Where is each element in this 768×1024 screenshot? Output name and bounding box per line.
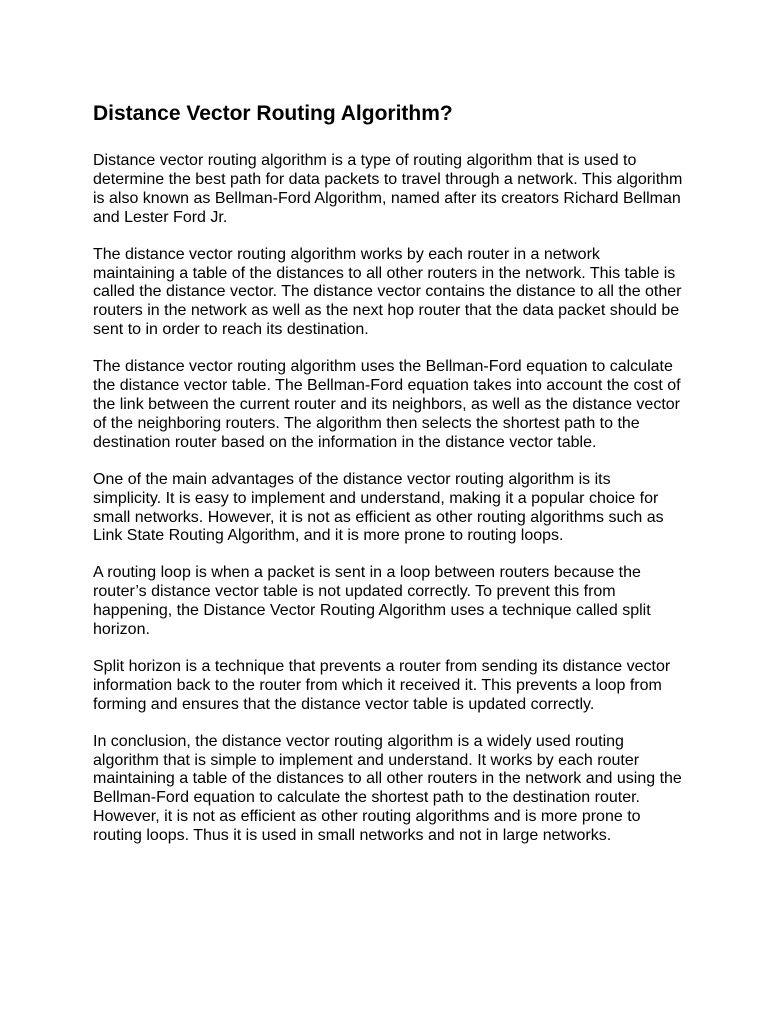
paragraph-distance-vector: The distance vector routing algorithm works by each router in a network maintaining a table of the distances to all other routers in the network. This table is called the distance vector. The distance vector contains the distance to all the other routers in the network as well as the next hop router that the data packet should be sent to in order to reach its destination. <box>93 245 682 339</box>
paragraph-bellman-ford: The distance vector routing algorithm uses the Bellman-Ford equation to calculate the distance vector table. The Bellman-Ford equation takes into account the cost of the link between the current router and its neighbors, as well as the distance vector of the neighboring routers. The algorithm then selects the shortest path to the destination router based on the information in the distance vector table. <box>93 358 681 451</box>
paragraph-split-horizon: Split horizon is a technique that prevents a router from sending its distance vector information back to the router from which it received it. This prevents a loop from forming and ensures that the distance vector table is updated correctly. <box>93 657 671 713</box>
document-title: Distance Vector Routing Algorithm? <box>93 102 453 125</box>
paragraph-advantages: One of the main advantages of the distance vector routing algorithm is its simplicity. It is easy to implement and understand, making it a popular choice for small networks. However, it is not as efficient as other routing algorithms such as Link State Routing Algorithm, and it is more prone to routing loops. <box>93 470 664 545</box>
document-body <box>93 100 683 864</box>
paragraph-intro: Distance vector routing algorithm is a type of routing algorithm that is used to determine the best path for data packets to travel through a network. This algorithm is also known as Bellman-Ford Algorithm, named after its creators Richard Bellman and Lester Ford Jr. <box>93 152 683 226</box>
paragraph-conclusion: In conclusion, the distance vector routing algorithm is a widely used routing algorithm that is simple to implement and understand. It works by each router maintaining a table of the distances to all other routers in the network and using the Bellman-Ford equation to calculate the shortest path to the destination router. However, it is not as efficient as other routing algorithms and is more prone to routing loops. Thus it is used in small networks and not in large networks. <box>93 732 682 845</box>
paragraph-routing-loop: A routing loop is when a packet is sent in a loop between routers because the router’s distance vector table is not updated correctly. To prevent this from happening, the Distance Vector Routing Algorithm uses a technique called split horizon. <box>93 564 651 639</box>
